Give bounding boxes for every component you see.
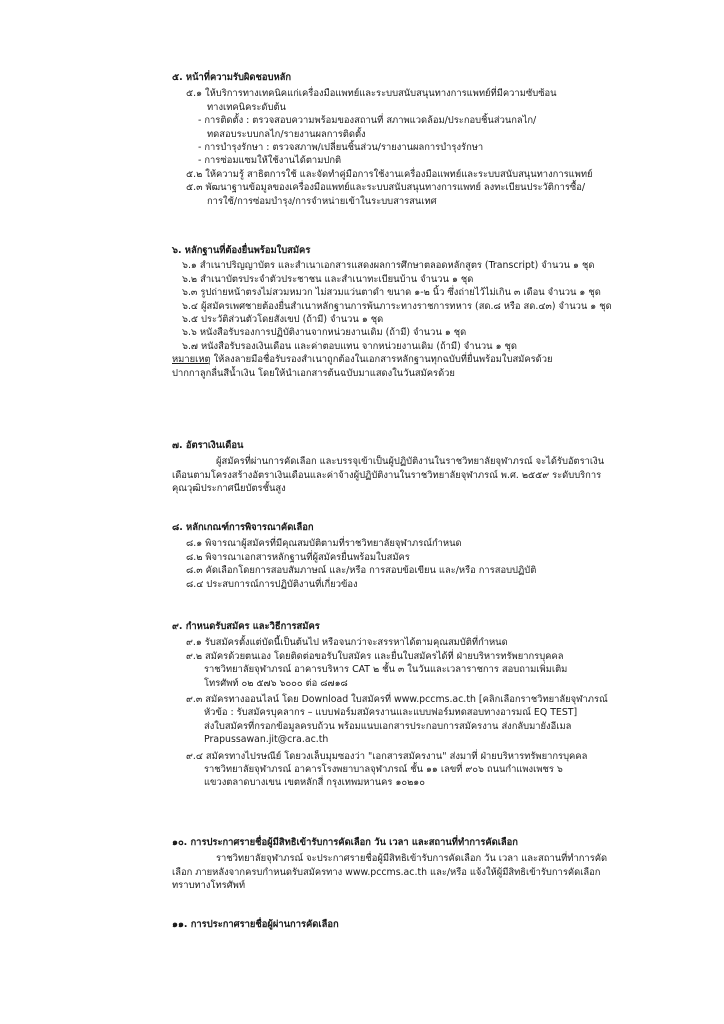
item-6-5: ๖.๕ ประวัติส่วนตัวโดยสังเขป (ถ้ามี) จำนวน ๑ ชุด <box>182 314 384 326</box>
bullet-maintenance: - การบำรุงรักษา : ตรวจสภาพ/เปลี่ยนชิ้นส่วน/รายงานผลการบำรุงรักษา <box>198 142 484 154</box>
item-9-2-cont-2: โทรศัพท์ ๐๒ ๕๗๖ ๖๐๐๐ ต่อ ๘๗๑๘ <box>204 677 348 689</box>
bullet-repair: - การซ่อมแซมให้ใช้งานได้ตามปกติ <box>198 155 342 167</box>
salary-para-1: ผู้สมัครที่ผ่านการคัดเลือก และบรรจุเข้าเป็นผู้ปฏิบัติงานในราชวิทยาลัยจุฬาภรณ์ จะได้รับอัตราเงิน <box>216 456 605 468</box>
item-8-1: ๘.๑ พิจารณาผู้สมัครที่มีคุณสมบัติตามที่ราชวิทยาลัยจุฬาภรณ์กำหนด <box>186 538 462 550</box>
section-11 <box>172 918 622 931</box>
item-6-4: ๖.๔ ผู้สมัครเพศชายต้องยื่นสำเนาหลักฐานการพ้นภาระทางราชการทหาร (สด.๘ หรือ สด.๔๓) จำนวน ๑ ชุด <box>182 300 612 312</box>
item-6-6: ๖.๖ หนังสือรับรองการปฏิบัติงานจากหน่วยงานเดิม (ถ้ามี) จำนวน ๑ ชุด <box>182 327 467 339</box>
item-9-1: ๙.๑ รับสมัครตั้งแต่บัดนี้เป็นต้นไป หรือจนกว่าจะสรรหาได้ตามคุณสมบัติที่กำหนด <box>186 637 508 649</box>
note-label: หมายเหตุ <box>172 354 211 366</box>
section-6-heading: ๖. หลักฐานที่ต้องยื่นพร้อมใบสมัคร <box>172 245 311 256</box>
item-9-4-cont-2: แขวงตลาดบางเขน เขตหลักสี่ กรุงเทพมหานคร ๑๐๒๑๐ <box>204 777 425 789</box>
item-6-1: ๖.๑ สำเนาปริญญาบัตร และสำเนาเอกสารแสดงผลการศึกษาตลอดหลักสูตร (Transcript) จำนวน ๑ ชุด <box>182 260 595 272</box>
section-10 <box>172 836 622 893</box>
announce-para-2: เลือก ภายหลังจากครบกำหนดรับสมัครทาง www.pccms.ac.th และ/หรือ แจ้งให้ผู้มีสิทธิเข้ารับการคัดเลือก <box>172 866 601 878</box>
section-9-heading: ๙. กำหนดรับสมัคร และวิธีการสมัคร <box>172 621 320 632</box>
item-9-2-cont-1: ราชวิทยาลัยจุฬาภรณ์ อาคารบริหาร CAT ๒ ชั้น ๓ ในวันและเวลาราชการ สอบถามเพิ่มเติม <box>204 664 568 676</box>
salary-para-2: เดือนตามโครงสร้างอัตราเงินเดือนและค่าจ้างผู้ปฏิบัติงานในราชวิทยาลัยจุฬาภรณ์ พ.ศ. ๒๕๕๙ ระดับบริการ <box>172 469 602 481</box>
section-5-heading: ๕. หน้าที่ความรับผิดชอบหลัก <box>172 72 292 83</box>
salary-para-3: คุณวุฒิประกาศนียบัตรชั้นสูง <box>172 483 286 495</box>
item-5-3: ๕.๓ พัฒนาฐานข้อมูลของเครื่องมือแพทย์และระบบสนับสนุนทางการแพทย์ ลงทะเบียนประวัติการซื้อ/ <box>186 182 586 194</box>
section-7-heading: ๗. อัตราเงินเดือน <box>172 440 244 451</box>
item-5-1: ๕.๑ ให้บริการทางเทคนิคแก่เครื่องมือแพทย์และระบบสนับสนุนทางการแพทย์ที่มีความซับซ้อน <box>186 88 557 100</box>
section-8 <box>172 521 622 591</box>
item-8-4: ๘.๔ ประสบการณ์การปฏิบัติงานที่เกี่ยวข้อง <box>186 578 358 590</box>
item-6-3: ๖.๓ รูปถ่ายหน้าตรงไม่สวมหมวก ไม่สวมแว่นตาดำ ขนาด ๑-๒ นิ้ว ซึ่งถ่ายไว้ไม่เกิน ๓ เดือน จำนวน ๑ ชุด <box>182 287 601 299</box>
announce-para-3: ทราบทางโทรศัพท์ <box>172 880 246 892</box>
note <box>172 353 622 366</box>
item-9-3-email: Prapussawan.jit@cra.ac.th <box>204 734 329 746</box>
item-9-3-cont-2: ส่งใบสมัครที่กรอกข้อมูลครบถ้วน พร้อมแนบเอกสารประกอบการสมัครงาน ส่งกลับมายังอีเมล <box>204 720 572 732</box>
section-10-heading: ๑๐. การประกาศรายชื่อผู้มีสิทธิเข้ารับการคัดเลือก วัน เวลา และสถานที่ทำการคัดเลือก <box>172 837 518 848</box>
section-8-heading: ๘. หลักเกณฑ์การพิจารณาคัดเลือก <box>172 522 314 533</box>
announce-para-1: ราชวิทยาลัยจุฬาภรณ์ จะประกาศรายชื่อผู้มีสิทธิเข้ารับการคัดเลือก วัน เวลา และสถานที่ทำการคัด <box>216 853 608 865</box>
item-8-2: ๘.๒ พิจารณาเอกสารหลักฐานที่ผู้สมัครยื่นพร้อมใบสมัคร <box>186 551 410 563</box>
item-8-3: ๘.๓ คัดเลือกโดยการสอบสัมภาษณ์ และ/หรือ การสอบข้อเขียน และ/หรือ การสอบปฏิบัติ <box>186 565 537 577</box>
item-9-3: ๙.๓ สมัครทางออนไลน์ โดย Download ใบสมัครที่ www.pccms.ac.th [คลิกเลือกราชวิทยาลัยจุฬาภรณ์ <box>186 694 608 706</box>
item-6-7: ๖.๗ หนังสือรับรองเงินเดือน และค่าตอบแทน จากหน่วยงานเดิม (ถ้ามี) จำนวน ๑ ชุด <box>182 340 517 352</box>
item-9-3-cont-1: หัวข้อ : รับสมัครบุคลากร – แบบฟอร์มสมัครงานและแบบฟอร์มทดสอบทางอารมณ์ EQ TEST] <box>204 707 578 719</box>
item-5-2: ๕.๒ ให้ความรู้ สาธิตการใช้ และจัดทำคู่มือการใช้งานเครื่องมือแพทย์และระบบสนับสนุนทางการแพทย์ <box>186 168 593 180</box>
bullet-install-cont: ทดสอบระบบกลไก/รายงานผลการติดตั้ง <box>207 128 366 140</box>
note-text: ให้ลงลายมือชื่อรับรองสำเนาถูกต้องในเอกสารหลักฐานทุกฉบับที่ยื่นพร้อมใบสมัครด้วย <box>210 354 553 366</box>
item-5-3-cont: การใช้/การซ่อมบำรุง/การจำหน่ายเข้าในระบบสารสนเทศ <box>207 195 437 207</box>
item-9-4-cont-1: ราชวิทยาลัยจุฬาภรณ์ อาคารโรงพยาบาลจุฬาภรณ์ ชั้น ๑๑ เลขที่ ๙๐๖ ถนนกำแพงเพชร ๖ <box>204 764 563 776</box>
bullet-install: - การติดตั้ง : ตรวจสอบความพร้อมของสถานที่ สภาพแวดล้อม/ประกอบชิ้นส่วนกลไก/ <box>198 115 537 127</box>
section-6 <box>172 244 622 380</box>
section-9 <box>172 620 622 790</box>
section-5 <box>172 71 622 208</box>
item-6-2: ๖.๒ สำเนาบัตรประจำตัวประชาชน และสำเนาทะเบียนบ้าน จำนวน ๑ ชุด <box>182 273 474 285</box>
section-7 <box>172 439 622 496</box>
item-9-2: ๙.๒ สมัครด้วยตนเอง โดยติดต่อขอรับใบสมัคร และยื่นใบสมัครได้ที่ ฝ่ายบริหารทรัพยากรบุคคล <box>186 650 564 662</box>
note-cont: ปากกาลูกลื่นสีน้ำเงิน โดยให้นำเอกสารต้นฉบับมาแสดงในวันสมัครด้วย <box>172 367 455 379</box>
item-5-1-cont: ทางเทคนิคระดับต้น <box>207 101 286 113</box>
section-11-heading: ๑๑. การประกาศรายชื่อผู้ผ่านการคัดเลือก <box>172 919 339 930</box>
item-9-4: ๙.๔ สมัครทางไปรษณีย์ โดยวงเล็บมุมซองว่า "เอกสารสมัครงาน" ส่งมาที่ ฝ่ายบริหารทรัพยากรบุคคล <box>186 750 588 762</box>
